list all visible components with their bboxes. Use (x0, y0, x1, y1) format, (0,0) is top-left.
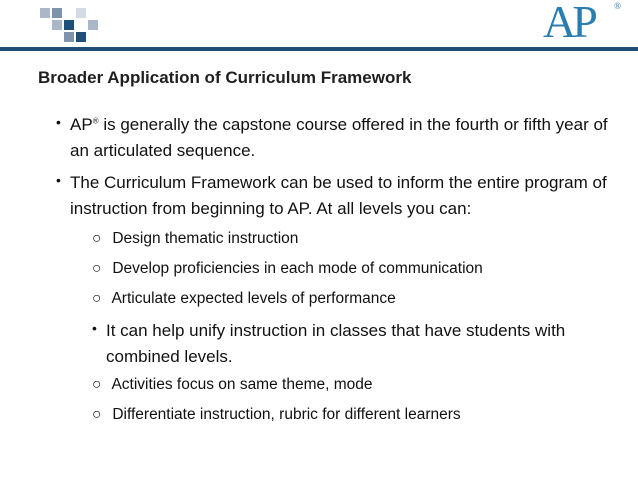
ap-logo-registered-mark: ® (614, 1, 621, 11)
square (52, 8, 62, 18)
sub-bullet-glyph: ○ (92, 406, 102, 423)
sub-bullet-glyph: ○ (92, 230, 102, 247)
slide-title: Broader Application of Curriculum Framework (38, 68, 412, 87)
bullet-item (56, 170, 626, 222)
square (64, 20, 74, 30)
sub-bullet-item (92, 374, 626, 396)
bullet-text: It can help unify instruction in classes that have students with combined levels. (106, 321, 566, 366)
ap-logo-text: AP (543, 0, 594, 47)
bullet-glyph: • (56, 172, 61, 188)
bullet-item (56, 112, 626, 164)
square (76, 8, 86, 18)
sub-bullet-glyph: ○ (92, 376, 102, 393)
bullet-text: is generally the capstone course offered in the fourth or fifth year of an articulated sequence. (70, 115, 608, 160)
sub-bullet-text: Develop proficiencies in each mode of communication (112, 260, 483, 277)
square (52, 20, 62, 30)
header-rule (0, 47, 638, 51)
sub-bullet-glyph: ○ (92, 260, 102, 277)
slide-content (56, 112, 626, 434)
decorative-squares-logo (0, 0, 110, 50)
sub-bullet-item (92, 288, 626, 310)
registered-mark: ® (92, 116, 99, 126)
sub-bullet-text: Differentiate instruction, rubric for different learners (112, 406, 461, 423)
sub-bullet-text: Design thematic instruction (112, 230, 299, 247)
sub-bullet-text: Articulate expected levels of performance (111, 290, 396, 307)
sub-bullet-glyph: ○ (92, 290, 102, 307)
bullet-item (92, 318, 626, 370)
bullet-text: The Curriculum Framework can be used to inform the entire program of instruction from beginning to AP. At all levels you can: (70, 173, 607, 218)
sub-bullet-item (92, 228, 626, 250)
sub-bullet-item (92, 258, 626, 280)
ap-logo (543, 0, 621, 47)
square (88, 20, 98, 30)
square (40, 8, 50, 18)
square (64, 32, 74, 42)
square (76, 32, 86, 42)
bullet-glyph: • (92, 320, 97, 336)
bullet-prefix: AP (70, 115, 93, 134)
sub-bullet-item (92, 404, 626, 426)
bullet-glyph: • (56, 114, 61, 130)
sub-bullet-text: Activities focus on same theme, mode (111, 376, 373, 393)
